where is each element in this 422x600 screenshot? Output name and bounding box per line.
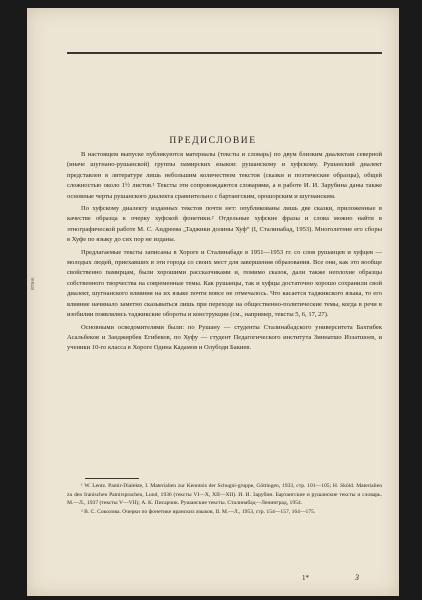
footnote: ¹ W. Lentz. Pamir-Dialekte, I. Materialien zur Kenntnis der Schugni-gruppe, Göttingen, 1933, стр. 101—105; H. Sköld. Materialien zu den Iranischen Pamirsprachen, Lund, 1936 (тексты VI—X, XII—XII). И. И. Зарубин. Бартангские и рушанские тексты и словарь. М.—Л., 1937 (тексты V—VII); А. К. Писарчик. Рушанские тексты. Сталинабад—Ленинград, 1954.	[67, 483, 382, 507]
footnotes	[67, 482, 382, 516]
paragraph: По хуфскому диалекту изданных текстов почти нет: опубликованы лишь две сказки, приложенные в качестве образца к очерку хуфской фонетики.² Отдельные хуфские фразы и слова можно найти в этнографической работе М. С. Андреева „Таджики долины Хуф“ (I, Сталинабад, 1953). Многолетние его сборы в Хуфе по языку до сих пор не изданы.	[67, 205, 382, 244]
footnote: ² В. С. Соколова. Очерки по фонетике иранских языков, II. М.—Л., 1953, стр. 154—157, 164—175.	[81, 508, 316, 515]
folio-signature: 1*	[302, 574, 309, 582]
header-rule	[67, 52, 382, 54]
paragraph: Предлагаемые тексты записаны в Хороге и Сталинабаде в 1951—1953 гг. со слов рушанцев и хуфцев — молодых людей, приехавших в эти города со своих мест для завершения образования. Все они, как это вообще свойственно памирцам, были хорошими рассказчиками и, помимо сказок, дали также неплохие образцы собственного творчества на современные темы. Как рушанцы, так и хуфцы достаточно хорошо сохранили свой диалект, шугнанского влияния на их языке почти вовсе не отмечалось. Что касается таджикского языка, то его влияние начинало заметно сказываться лишь при переходе на общественно-политические темы, когда в речи в изобилии появлялись таджикские обороты и конструкции (см., например, тексты 5, 6, 17, 27).	[67, 248, 382, 319]
footnote-rule	[85, 478, 139, 479]
body-text	[67, 150, 382, 354]
book-page	[27, 8, 399, 596]
page-title: ПРЕДИСЛОВИЕ	[169, 136, 257, 146]
margin-stamp: ВТБЖ	[30, 277, 35, 290]
paragraph: В настоящем выпуске публикуются материалы (тексты и словарь) по двум близким диалектам северной (иначе шугнано-рушанской) группы памирских языков: рушанскому и хуфскому. Рушанский диалект представлен в литературе лишь небольшим количеством текстов (сказки и поэтические образцы), общей сложностью около 1½ листов.¹ Тексты эти сопровождаются словарями, а в работе И. И. Зарубина даны также основные черты рушанского диалекта сравнительно с бартангским, орошорским и шугнанским.	[67, 151, 382, 200]
paragraph: Основными осведомителями были: по Рушану — студенты Сталинабадского университета Бахтибек Асальбеков и Занджирбек Егибеков, по Хуфу — студент Педагогического института Зиннатшо Иззатшоев, и ученики 10-го класса в Хороге Одина Кадамов и Олубоди Бакиев.	[67, 323, 382, 352]
page-number: 3	[355, 573, 359, 582]
